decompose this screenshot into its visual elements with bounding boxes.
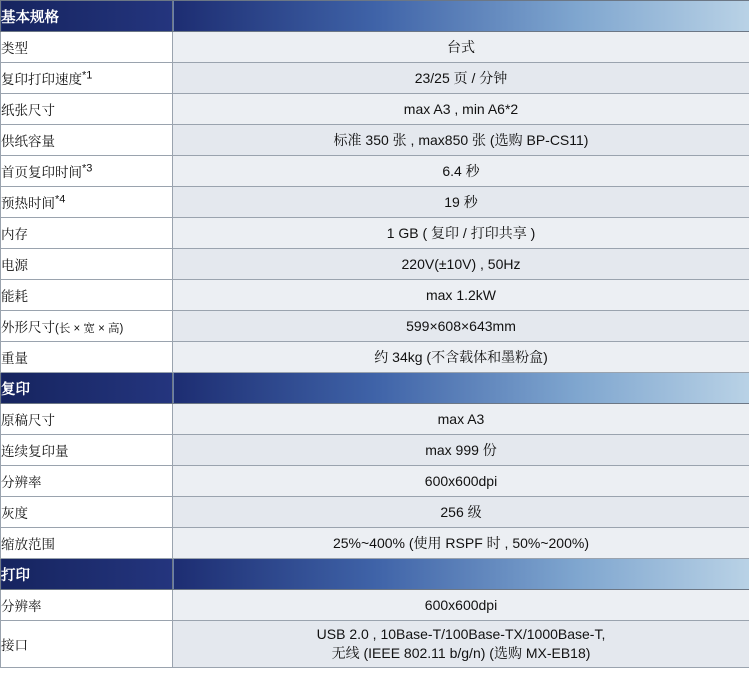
row-label-text: 预热时间 — [1, 196, 55, 211]
row-label — [1, 497, 173, 528]
section-title-copy: 复印 — [1, 373, 173, 404]
section-title-basic: 基本规格 — [1, 1, 173, 32]
section-title-print: 打印 — [1, 559, 173, 590]
section-gradient-bar — [173, 373, 749, 404]
table-row — [1, 218, 749, 249]
row-label-text: 灰度 — [1, 506, 28, 521]
specifications-body — [1, 1, 749, 668]
row-label-text: 内存 — [1, 227, 28, 242]
row-label-text: 供纸容量 — [1, 134, 55, 149]
section-header-row — [1, 373, 749, 404]
row-value: max 999 份 — [173, 435, 749, 466]
row-value: 599×608×643mm — [173, 311, 749, 342]
row-label — [1, 404, 173, 435]
table-row — [1, 497, 749, 528]
row-label — [1, 280, 173, 311]
row-label — [1, 621, 173, 668]
row-value: 约 34kg (不含载体和墨粉盒) — [173, 342, 749, 373]
section-gradient-bar — [173, 559, 749, 590]
row-label-text: 类型 — [1, 41, 28, 56]
row-label — [1, 218, 173, 249]
row-value: 220V(±10V) , 50Hz — [173, 249, 749, 280]
row-label — [1, 63, 173, 94]
row-label — [1, 528, 173, 559]
table-row — [1, 621, 749, 668]
row-label-text: 外形尺寸 — [1, 320, 55, 335]
row-label — [1, 187, 173, 218]
table-row — [1, 280, 749, 311]
table-row — [1, 63, 749, 94]
row-label-text: 电源 — [1, 258, 28, 273]
row-label-text: 连续复印量 — [1, 444, 69, 459]
row-label — [1, 311, 173, 342]
row-value: 23/25 页 / 分钟 — [173, 63, 749, 94]
row-value-line1: USB 2.0 , 10Base-T/100Base-TX/1000Base-T, — [316, 626, 606, 643]
section-header-row — [1, 559, 749, 590]
table-row — [1, 466, 749, 497]
row-value: max A3 — [173, 404, 749, 435]
table-row — [1, 590, 749, 621]
table-row — [1, 187, 749, 218]
row-label — [1, 435, 173, 466]
section-gradient-bar — [173, 1, 749, 32]
row-label-note: *1 — [82, 69, 93, 82]
table-row — [1, 528, 749, 559]
row-label — [1, 342, 173, 373]
table-row — [1, 249, 749, 280]
row-label — [1, 32, 173, 63]
row-label — [1, 249, 173, 280]
row-label-text: 纸张尺寸 — [1, 103, 55, 118]
row-label-text: 原稿尺寸 — [1, 413, 55, 428]
row-label-text: 接口 — [1, 638, 28, 653]
row-label-note: *4 — [55, 193, 66, 206]
row-value: max 1.2kW — [173, 280, 749, 311]
table-row — [1, 32, 749, 63]
table-row — [1, 125, 749, 156]
row-value: 19 秒 — [173, 187, 749, 218]
section-header-row — [1, 1, 749, 32]
row-value: 256 级 — [173, 497, 749, 528]
row-label-text: 缩放范围 — [1, 537, 55, 552]
table-row — [1, 94, 749, 125]
row-value: 台式 — [173, 32, 749, 63]
table-row — [1, 311, 749, 342]
row-label — [1, 156, 173, 187]
row-label-text: 分辨率 — [1, 475, 42, 490]
table-row — [1, 342, 749, 373]
row-label — [1, 94, 173, 125]
table-row — [1, 435, 749, 466]
table-row — [1, 156, 749, 187]
row-label-text: 复印打印速度 — [1, 72, 82, 87]
row-value — [173, 621, 749, 668]
row-label-text: 分辨率 — [1, 599, 42, 614]
row-value: 标准 350 张 , max850 张 (选购 BP-CS11) — [173, 125, 749, 156]
table-row — [1, 404, 749, 435]
row-label-note: *3 — [82, 162, 93, 175]
row-value: 1 GB ( 复印 / 打印共享 ) — [173, 218, 749, 249]
row-value: max A3 , min A6*2 — [173, 94, 749, 125]
row-label-text: 首页复印时间 — [1, 165, 82, 180]
row-value: 600x600dpi — [173, 590, 749, 621]
row-label — [1, 466, 173, 497]
row-label-note: (长 × 宽 × 高) — [55, 323, 124, 335]
row-value-line2: 无线 (IEEE 802.11 b/g/n) (选购 MX-EB18) — [331, 645, 591, 661]
row-value: 25%~400% (使用 RSPF 时 , 50%~200%) — [173, 528, 749, 559]
row-label-text: 重量 — [1, 351, 28, 366]
row-label-text: 能耗 — [1, 289, 28, 304]
row-label — [1, 125, 173, 156]
row-value: 6.4 秒 — [173, 156, 749, 187]
row-label — [1, 590, 173, 621]
row-value: 600x600dpi — [173, 466, 749, 497]
